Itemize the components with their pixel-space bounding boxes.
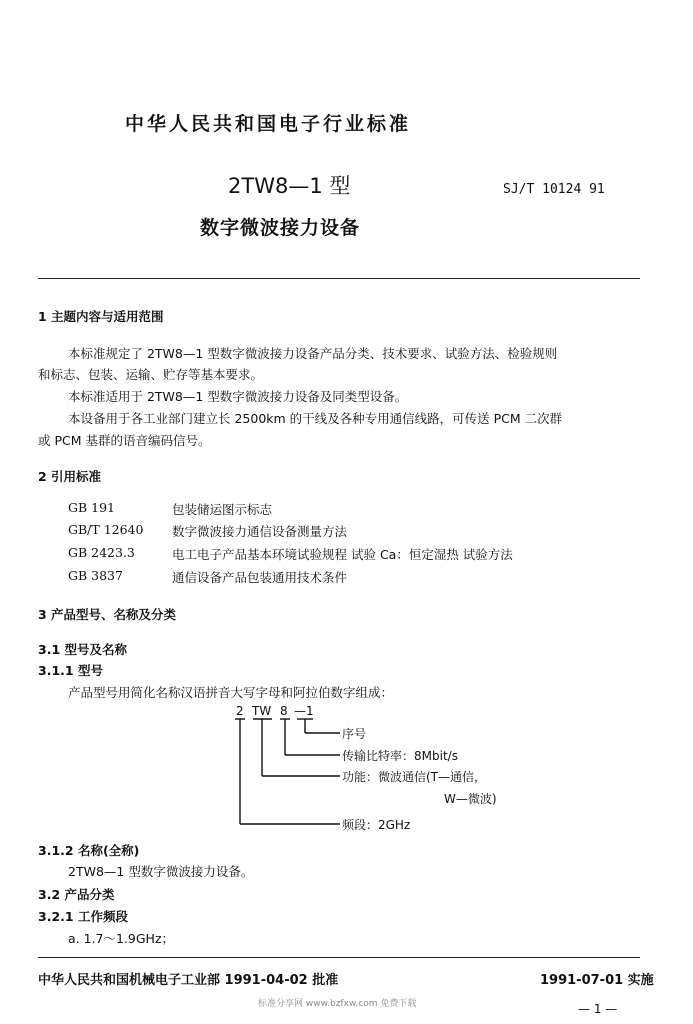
code-part-function: TW — [252, 704, 272, 718]
bottom-rule — [38, 957, 640, 958]
code-part-band: 2 — [236, 704, 244, 718]
section-3-2-1-item-a: a. 1.7～1.9GHz； — [68, 931, 175, 946]
page-number: — 1 — — [578, 1002, 618, 1016]
label-function: 功能：微波通信(T—通信， — [342, 770, 487, 784]
watermark: 标准分享网 www.bzfxw.com 免费下载 — [258, 999, 417, 1009]
ref-title: 包装储运图示标志 — [172, 502, 273, 517]
label-serial: 序号 — [342, 727, 367, 741]
section-3-1-2-text: 2TW8—1 型数字微波接力设备。 — [68, 864, 254, 879]
label-function-2: W—微波) — [444, 792, 497, 806]
ref-title: 电工电子产品基本环境试验规程 试验 Ca：恒定湿热 试验方法 — [172, 547, 513, 562]
implementation-date: 1991-07-01 实施 — [540, 973, 654, 988]
document-title: 数字微波接力设备 — [200, 217, 361, 239]
section-1-para-1a: 本标准规定了 2TW8—1 型数字微波接力设备产品分类、技术要求、试验方法、检验规则 — [68, 346, 558, 361]
section-3-2-1-heading: 3.2.1 工作频段 — [38, 909, 128, 924]
section-1-para-2: 本标准适用于 2TW8—1 型数字微波接力设备及同类型设备。 — [68, 389, 408, 404]
label-rate: 传输比特率：8Mbit/s — [342, 749, 458, 763]
ref-code: GB/T 12640 — [68, 522, 144, 537]
section-3-2-heading: 3.2 产品分类 — [38, 887, 115, 902]
product-model: 2TW8—1 型 — [228, 174, 351, 198]
code-part-rate: 8 — [280, 704, 288, 718]
standard-number: SJ/T 10124 91 — [503, 182, 605, 197]
ref-title: 通信设备产品包装通用技术条件 — [172, 570, 348, 585]
section-1-heading: 1 主题内容与适用范围 — [38, 309, 164, 324]
section-3-1-1-heading: 3.1.1 型号 — [38, 663, 103, 678]
section-3-heading: 3 产品型号、名称及分类 — [38, 607, 177, 622]
ref-code: GB 3837 — [68, 568, 123, 583]
section-1-para-1b: 和标志、包装、运输、贮存等基本要求。 — [38, 367, 264, 382]
section-2-heading: 2 引用标准 — [38, 469, 102, 484]
ref-code: GB 191 — [68, 500, 116, 515]
section-3-1-heading: 3.1 型号及名称 — [38, 642, 127, 657]
issuer-title: 中华人民共和国电子行业标准 — [125, 113, 412, 135]
approval-line: 中华人民共和国机械电子工业部 1991-04-02 批准 — [38, 973, 339, 988]
section-3-1-1-text: 产品型号用简化名称汉语拼音大写字母和阿拉伯数字组成： — [68, 685, 394, 700]
label-band: 频段：2GHz — [342, 818, 411, 832]
section-3-1-2-heading: 3.1.2 名称(全称) — [38, 843, 140, 858]
code-part-serial: —1 — [294, 704, 314, 718]
section-1-para-3b: 或 PCM 基群的语音编码信号。 — [38, 433, 211, 448]
section-1-para-3a: 本设备用于各工业部门建立长 2500km 的干线及各种专用通信线路，可传送 PCM 二次群 — [68, 411, 563, 426]
ref-title: 数字微波接力通信设备测量方法 — [172, 524, 348, 539]
ref-code: GB 2423.3 — [68, 545, 135, 560]
